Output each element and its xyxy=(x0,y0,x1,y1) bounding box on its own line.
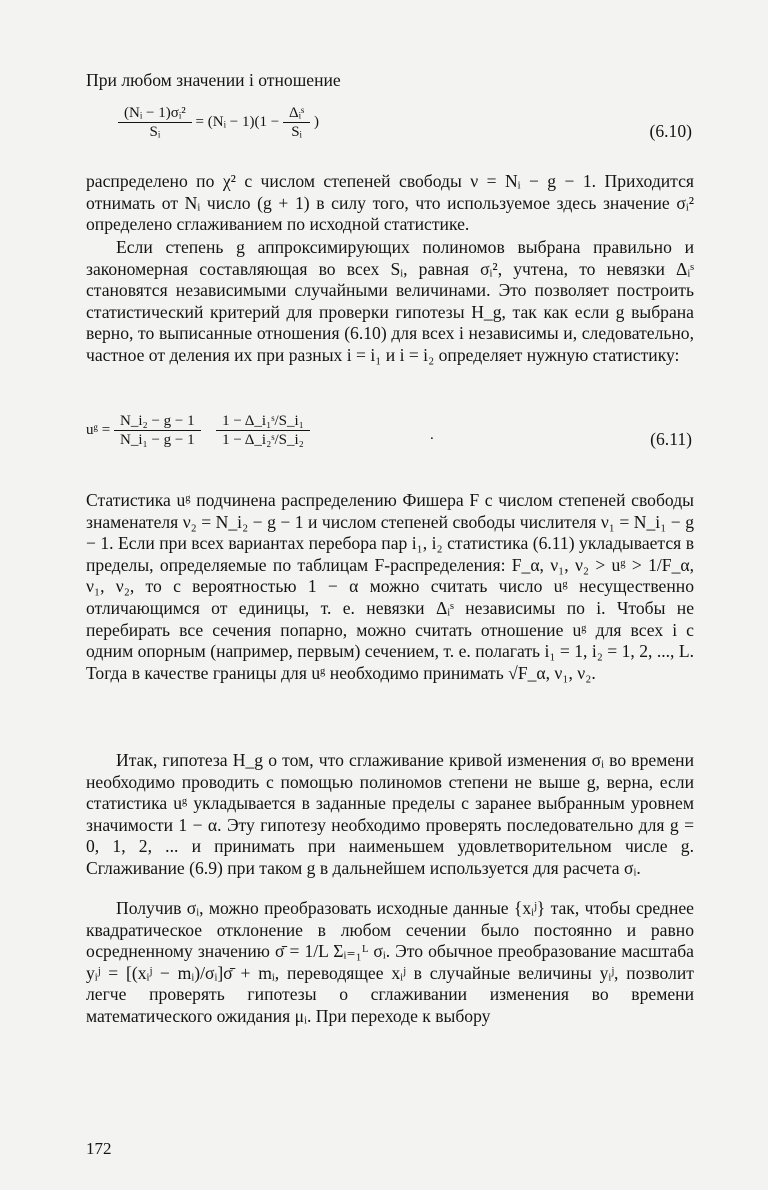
page-number: 172 xyxy=(86,1139,112,1158)
equation-number-6-11: (6.11) xyxy=(650,429,692,449)
equation-number-6-10: (6.10) xyxy=(649,121,692,141)
equation-6-11 xyxy=(86,412,694,468)
equation-6-10 xyxy=(86,104,694,156)
paragraph-4: Итак, гипотеза H_g о том, что сглаживание кривой изменения σᵢ во времени необходимо проводить с помощью полиномов степени не выше g, верна, если статистика uᵍ укладывается в заданные пределы с заранее выбранным уровнем значимости 1 − α. Эту гипотезу необходимо проверять последовательно для g = 0, 1, 2, ... и принимать при наименьшем удовлетворительном числе g. Сглаживание (6.9) при таком g в дальнейшем используется для расчета σᵢ. xyxy=(86,750,694,878)
eq611-fraction-2: $\frac{\text{1 − Δ\_i₁ˢ/S\_i₁}}{\text{1 − Δ\_i₂ˢ/S\_i₂}}$ xyxy=(216,412,310,449)
eq611-fraction-1: $\frac{\text{N\_i₂ − g − 1}}{\text{N\_i₁ − g − 1}}$ xyxy=(114,412,201,449)
paragraph-5: Получив σᵢ, можно преобразовать исходные данные {xᵢʲ} так, чтобы среднее квадратическое отклонение в любом сечении было постоянно и равно осредненному значению σ̄ = 1/L Σᵢ₌₁ᴸ σᵢ. Это обычное преобразование масштаба yᵢʲ = [(xᵢʲ − mᵢ)/σᵢ]σ̄ + mᵢ, переводящее xᵢʲ в случайные величины yᵢʲ, позволит легче проверять гипотезы о сглаживании изменения во времени математического ожидания μᵢ. При переходе к выбору xyxy=(86,898,694,1026)
eq611-dot: . xyxy=(430,427,434,443)
eq610-fraction-1: $\frac{\text{(Nᵢ − 1)σᵢ²}}{\text{Sᵢ}}$ xyxy=(118,104,192,141)
eq611-lhs: uᵍ = xyxy=(86,421,111,438)
eq610-fraction-2: $\frac{\text{Δᵢˢ}}{\text{Sᵢ}}$ xyxy=(283,104,310,141)
eq610-close-paren: ) xyxy=(313,113,319,130)
paragraph-2: Если степень g аппроксимирующих полиномов выбрана правильно и закономерная составляющая во всех Sᵢ, равная σᵢ², учтена, то невязки Δᵢˢ становятся независимыми случайными величинами. Это позволяет построить статистический критерий для проверки гипотезы H_g, так как если g выбрана верно, то выписанные отношения (6.10) для всех i независимы и, следовательно, частное от деления их при разных i = i₁ и i = i₂ определяет нужную статистику: xyxy=(86,237,694,365)
intro-line: При любом значении i отношение xyxy=(86,70,341,90)
eq610-middle: = (Nᵢ − 1)(1 − xyxy=(195,113,280,130)
paragraph-3: Статистика uᵍ подчинена распределению Фишера F с числом степеней свободы знаменателя ν₂ = N_i₂ − g − 1 и числом степеней свободы числителя ν₁ = N_i₁ − g − 1. Если при всех вариантах перебора пар i₁, i₂ статистика (6.11) укладывается в пределы, определяемые по таблицам F-распределения: F_α, ν₁, ν₂ > uᵍ > 1/F_α, ν₁, ν₂, то с вероятностью 1 − α можно считать число uᵍ несущественно отличающимся от единицы, т. е. невязки Δᵢˢ независимы по i. Чтобы не перебирать все сечения попарно, можно считать отношение uᵍ для всех i с одним опорным (например, первым) сечением, т. е. полагать i₁ = 1, i₂ = 1, 2, ..., L. Тогда в качестве границы для uᵍ необходимо принимать √F_α, ν₁, ν₂. xyxy=(86,490,694,683)
paragraph-1: распределено по χ² с числом степеней свободы ν = Nᵢ − g − 1. Приходится отнимать от Nᵢ число (g + 1) в силу того, что используемое здесь значение σᵢ² определено сглаживанием по исходной статистике. xyxy=(86,171,694,235)
